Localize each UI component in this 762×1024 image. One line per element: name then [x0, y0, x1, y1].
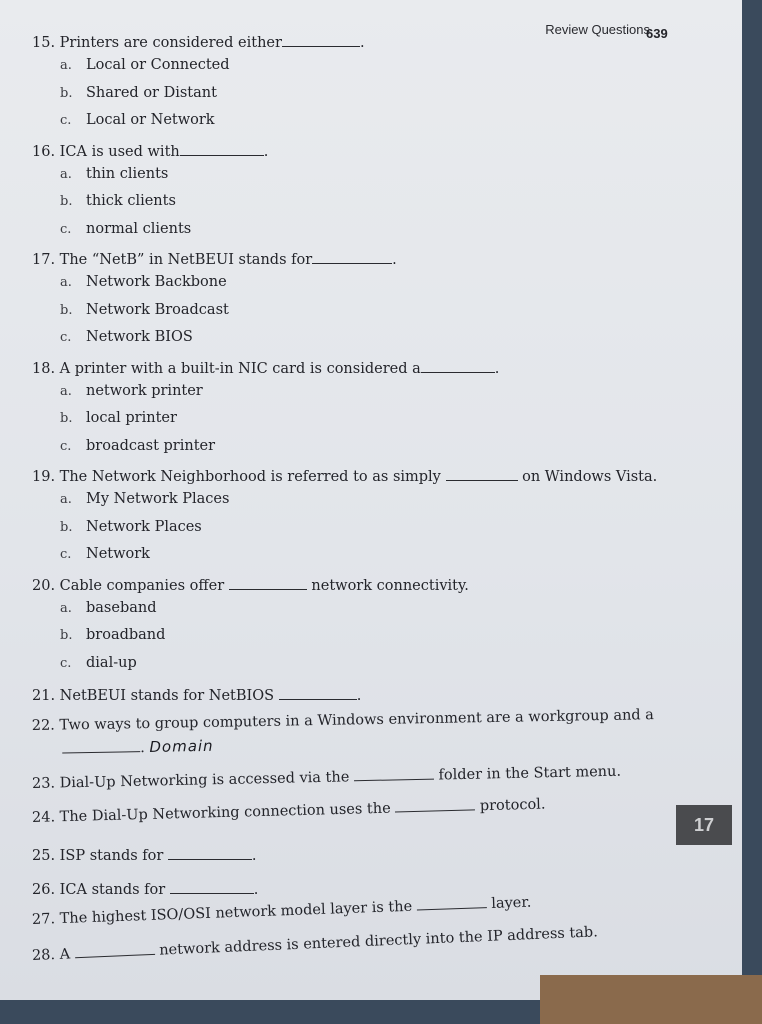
option-a: a. baseband	[60, 599, 157, 616]
page-number: 639	[646, 26, 668, 41]
question-stem: 15. Printers are considered either .	[32, 32, 682, 52]
answer-blank	[168, 845, 252, 860]
answer-blank	[170, 879, 254, 894]
question-stem: 26. ICA stands for .	[32, 879, 682, 899]
answer-options	[60, 378, 682, 461]
question-18	[32, 358, 682, 461]
answer-blank	[416, 893, 486, 910]
option-a: a. My Network Places	[60, 491, 230, 507]
question-22: 22. Two ways to group computers in a Windows environment are a workgroup and a . Domain	[32, 706, 683, 759]
question-stem: 16. ICA is used with .	[32, 141, 682, 161]
answer-options	[60, 161, 682, 244]
answer-blank	[312, 249, 392, 264]
question-stem: 24. The Dial-Up Networking connection uses the protocol.	[31, 796, 546, 826]
answer-blank	[421, 358, 495, 373]
question-23	[32, 759, 682, 793]
question-stem: 21. NetBEUI stands for NetBIOS .	[32, 685, 682, 705]
option-c: c. broadcast printer	[60, 437, 216, 454]
running-header: Review Questions	[545, 22, 650, 37]
option-a: a. Network Backbone	[60, 274, 227, 290]
option-b: b. Network Broadcast	[60, 301, 229, 318]
answer-blank	[74, 940, 155, 958]
question-19	[32, 466, 682, 569]
option-b: b. Shared or Distant	[60, 84, 217, 101]
answer-options	[60, 486, 682, 569]
question-stem: 19. The Network Neighborhood is referred to as simply on Windows Vista.	[32, 466, 682, 486]
option-b: b. thick clients	[60, 193, 176, 209]
option-c: c. Network	[60, 546, 150, 562]
option-b: b. broadband	[60, 627, 166, 643]
question-stem: 23. Dial-Up Networking is accessed via the folder in the Start menu.	[31, 763, 622, 792]
question-stem: 27. The highest ISO/OSI network model layer is the layer.	[31, 894, 532, 928]
question-21	[32, 685, 682, 705]
answer-blank	[282, 32, 360, 47]
questions-list	[32, 30, 682, 965]
question-stem: 18. A printer with a built-in NIC card is considered a .	[32, 358, 682, 378]
answer-blank	[446, 466, 518, 481]
answer-blank	[279, 685, 357, 700]
answer-blank	[180, 141, 264, 156]
question-stem: 25. ISP stands for .	[32, 845, 682, 865]
question-stem: 28. A network address is entered directly into the IP address tab.	[31, 924, 599, 964]
question-25	[32, 845, 682, 865]
answer-blank	[229, 575, 307, 590]
chapter-tab: 17	[676, 805, 732, 845]
answer-blank	[354, 765, 434, 782]
answer-blank	[62, 737, 140, 753]
option-c: c. Local or Network	[60, 112, 215, 128]
answer-options	[60, 595, 682, 678]
question-stem: 22. Two ways to group computers in a Windows environment are a workgroup and a	[31, 707, 655, 735]
answer-options	[60, 269, 682, 352]
answer-blank	[395, 795, 475, 812]
option-b: b. Network Places	[60, 518, 202, 535]
question-24	[32, 790, 682, 827]
question-15	[32, 32, 682, 135]
option-c: c. Network BIOS	[60, 329, 193, 345]
option-a: a. Local or Connected	[60, 57, 230, 73]
option-a: a. thin clients	[60, 165, 169, 182]
background-floor	[540, 975, 762, 1024]
question-17	[32, 249, 682, 352]
option-a: a. network printer	[60, 382, 203, 399]
option-b: b. local printer	[60, 410, 177, 426]
option-c: c. dial-up	[60, 654, 137, 671]
question-16	[32, 141, 682, 244]
option-c: c. normal clients	[60, 220, 192, 237]
answer-options	[60, 52, 682, 135]
handwritten-answer: Domain	[149, 736, 214, 756]
question-20	[32, 575, 682, 678]
question-stem: 17. The “NetB” in NetBEUI stands for .	[32, 249, 682, 269]
question-stem: 20. Cable companies offer network connectivity.	[32, 575, 682, 595]
